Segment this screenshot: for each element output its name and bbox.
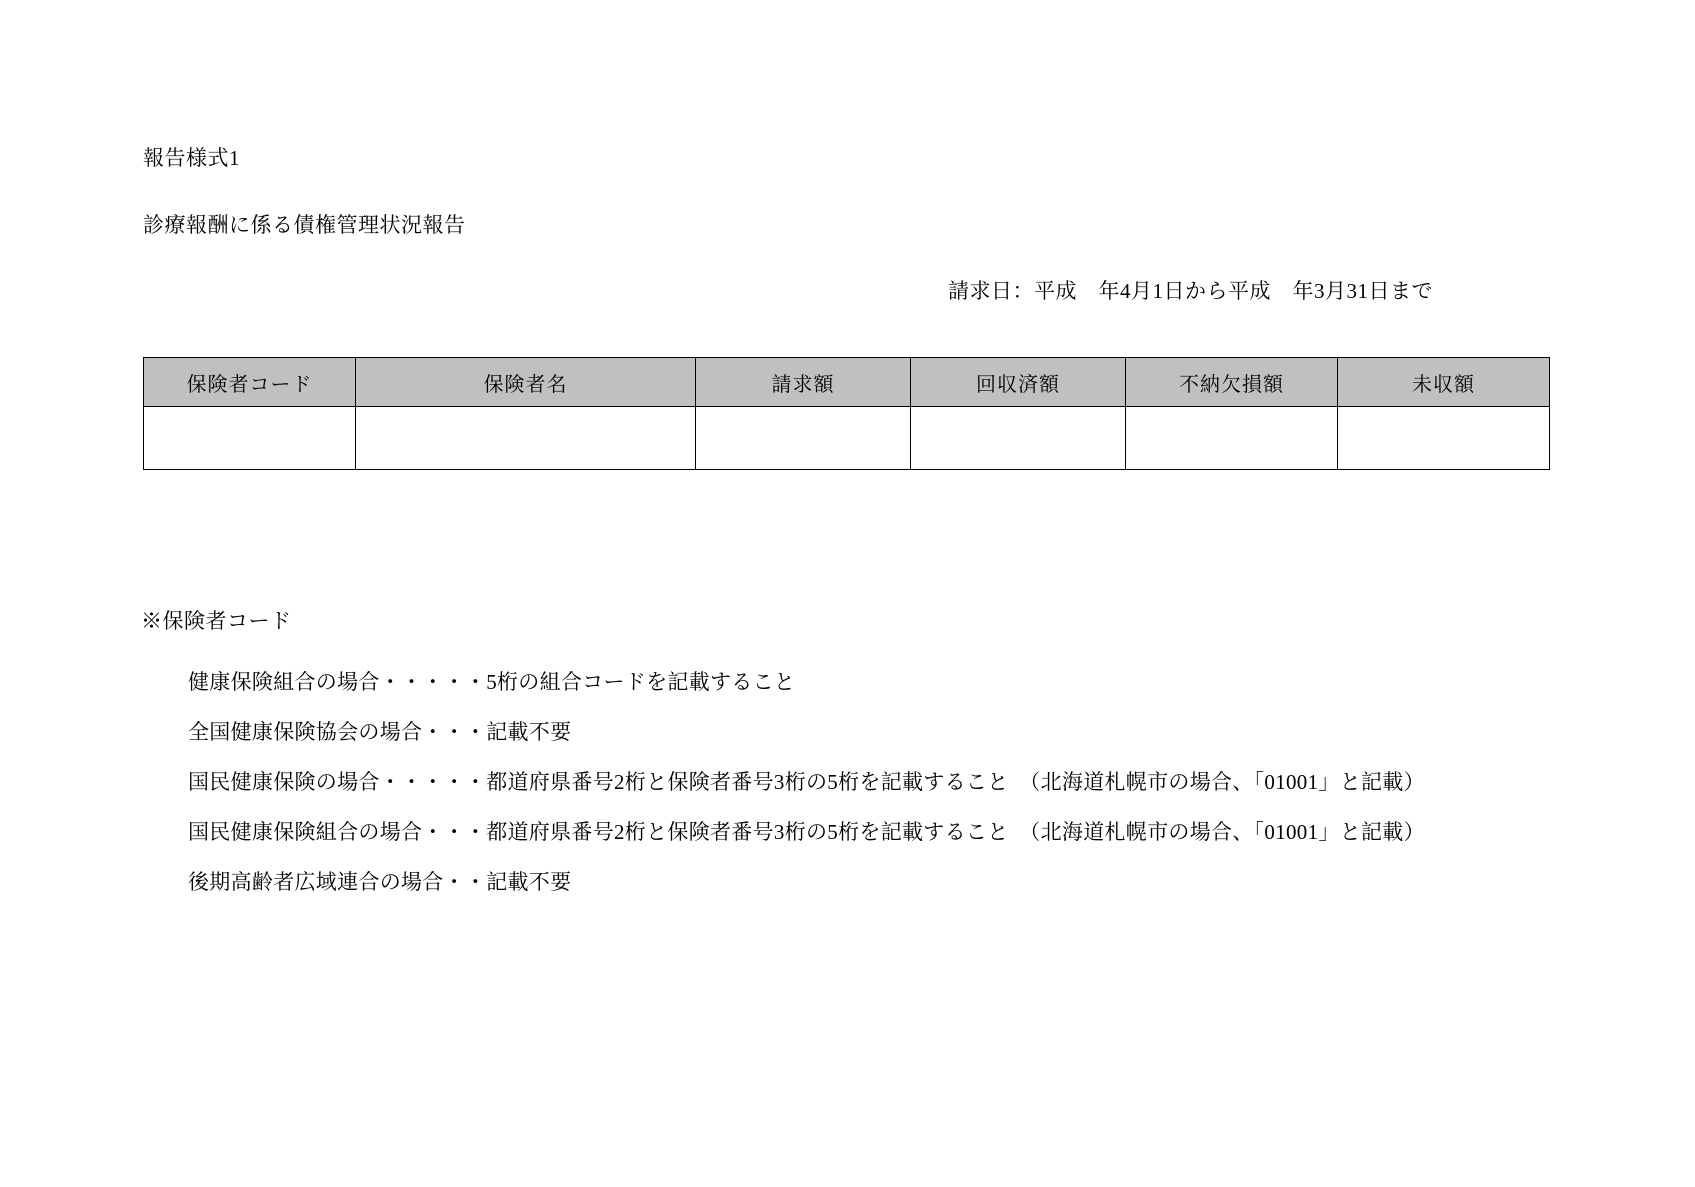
- list-item: 国民健康保険組合の場合・・・都道府県番号2桁と保険者番号3桁の5桁を記載すること （北海道札幌市の場合、「01001」と記載）: [188, 820, 1425, 844]
- column-header-claim-amount: 請求額: [696, 358, 911, 407]
- page-title: 診療報酬に係る債権管理状況報告: [143, 213, 466, 237]
- table-header-row: [144, 358, 1550, 407]
- list-item: 国民健康保険の場合・・・・・都道府県番号2桁と保険者番号3桁の5桁を記載すること （北海道札幌市の場合、「01001」と記載）: [188, 770, 1425, 794]
- list-item: 健康保険組合の場合・・・・・5桁の組合コードを記載すること: [188, 670, 796, 694]
- cell-insurer-name[interactable]: [356, 407, 696, 470]
- list-item: 後期高齢者広域連合の場合・・記載不要: [188, 870, 572, 894]
- cell-collected-amount[interactable]: [911, 407, 1126, 470]
- column-header-insurer-name: 保険者名: [356, 358, 696, 407]
- notes-heading: ※保険者コード: [141, 609, 292, 633]
- column-header-collected-amount: 回収済額: [911, 358, 1126, 407]
- receivables-table: [143, 357, 1550, 470]
- notes-list: [188, 657, 1425, 907]
- table-row: [144, 407, 1550, 470]
- cell-unpaid-amount[interactable]: [1338, 407, 1550, 470]
- column-header-bad-debt-amount: 不納欠損額: [1126, 358, 1338, 407]
- cell-bad-debt-amount[interactable]: [1126, 407, 1338, 470]
- list-item: 全国健康保険協会の場合・・・記載不要: [188, 720, 572, 744]
- cell-insurer-code[interactable]: [144, 407, 356, 470]
- claim-period-text: 請求日：平成 年4月1日から平成 年3月31日まで: [948, 279, 1433, 303]
- form-number: 報告様式1: [143, 146, 240, 170]
- column-header-unpaid-amount: 未収額: [1338, 358, 1550, 407]
- column-header-insurer-code: 保険者コード: [144, 358, 356, 407]
- cell-claim-amount[interactable]: [696, 407, 911, 470]
